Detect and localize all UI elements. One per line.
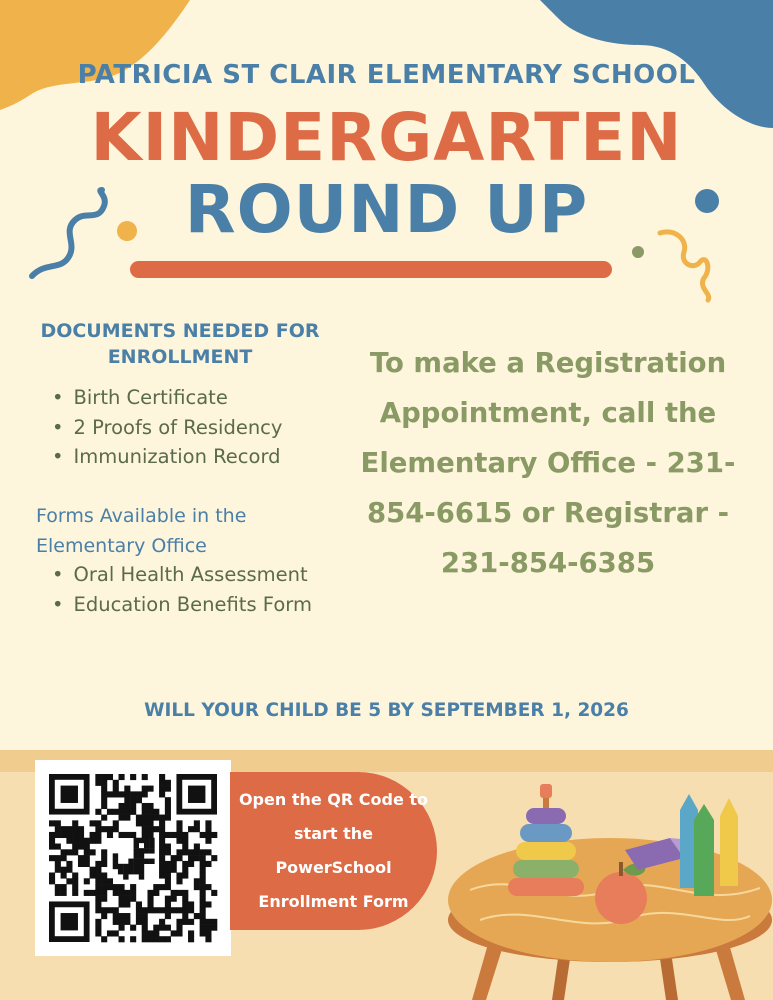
table-illustration [440,780,773,1000]
documents-list [52,383,282,472]
age-question: WILL YOUR CHILD BE 5 BY SEPTEMBER 1, 2026 [144,700,629,721]
documents-heading: DOCUMENTS NEEDED FOR ENROLLMENT [40,320,320,368]
qr-code-card[interactable] [35,760,231,956]
qr-instruction-text: Open the QR Code to start the PowerSchool Enrollment Form [238,790,429,911]
title-kindergarten: KINDERGARTEN [90,99,683,176]
appointment-text: To make a Registration Appointment, call the Elementary Office - 231-854-6615 or Registrar - 231-854-6385 [360,347,736,579]
dinosaur-icon [113,838,155,880]
school-name: PATRICIA ST CLAIR ELEMENTARY SCHOOL [77,60,696,90]
title-round-up: ROUND UP [184,171,589,248]
list-item: • Immunization Record [52,442,282,472]
qr-instruction-banner [230,772,437,930]
list-item: • 2 Proofs of Residency [52,413,282,443]
forms-list [52,560,312,619]
title-underline-bar [130,261,612,278]
forms-heading: Forms Available in the Elementary Office [36,505,247,557]
list-item: • Education Benefits Form [52,590,312,620]
orange-blob-top-left [0,0,190,110]
list-item: • Oral Health Assessment [52,560,312,590]
qr-code[interactable] [35,760,231,956]
list-item: • Birth Certificate [52,383,282,413]
